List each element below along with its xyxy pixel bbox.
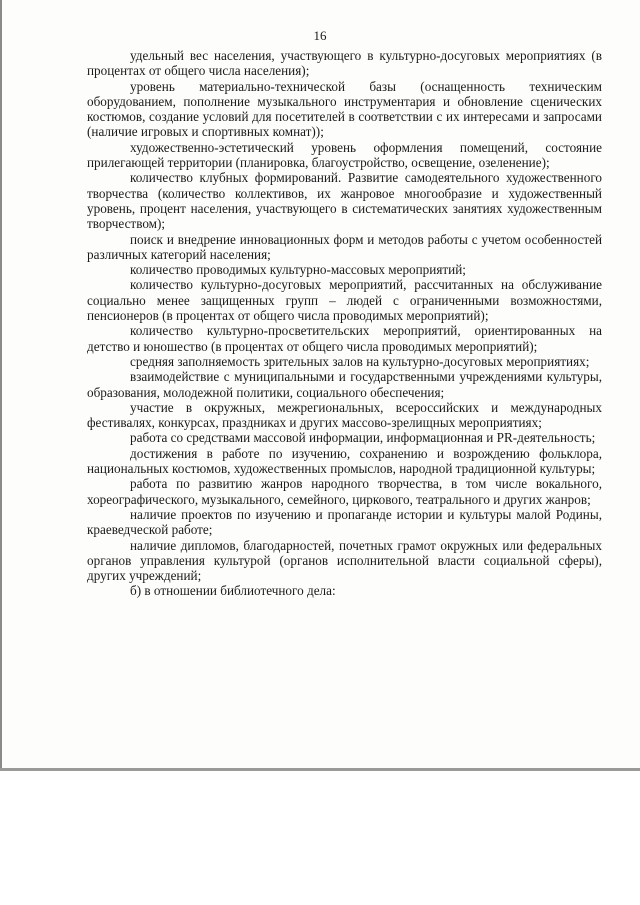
paragraph-14: работа по развитию жанров народного творчества, в том числе вокального, хореографического, музыкального, семейного, циркового, театрального и других жанров;	[87, 476, 602, 507]
scan-left-edge	[0, 0, 2, 770]
paragraph-13: достижения в работе по изучению, сохранению и возрождению фольклора, национальных костюмов, художественных промыслов, народной традиционной культуры;	[87, 445, 602, 477]
paragraph-1: удельный вес населения, участвующего в культурно-досуговых мероприятиях (в процентах от общего числа населения);	[87, 48, 602, 79]
paragraph-2: уровень материально-технической базы (оснащенность техническим оборудованием, пополнение музыкального инструментария и обновление сценических костюмов, создание условий для посетителей в соответствии с их интересами и запросами (наличие игровых и спортивных комнат));	[87, 78, 602, 140]
page-number: 16	[313, 28, 327, 43]
paragraph-4: количество клубных формирований. Развитие самодеятельного художественного творчества (количество коллективов, их жанровое многообразие и художественный уровень, процент населения, участвующего в систематических занятиях художественным творчеством);	[87, 170, 602, 232]
paragraph-10: взаимодействие с муниципальными и государственными учреждениями культуры, образования, молодежной политики, социального обеспечения;	[87, 369, 602, 400]
paragraph-15: наличие проектов по изучению и пропаганде истории и культуры малой Родины, краеведческой работе;	[87, 506, 602, 538]
document-body	[87, 48, 602, 599]
paragraph-5: поиск и внедрение инновационных форм и методов работы с учетом особенностей различных категорий населения;	[87, 231, 602, 262]
paragraph-17: б) в отношении библиотечного дела:	[130, 583, 336, 599]
paragraph-12: работа со средствами массовой информации, информационная и PR-деятельность;	[130, 430, 596, 446]
paragraph-11: участие в окружных, межрегиональных, всероссийских и международных фестивалях, конкурсах, праздниках и других массово-зрелищных мероприятиях;	[87, 399, 602, 431]
scan-bottom-edge	[0, 768, 640, 771]
paragraph-7: количество культурно-досуговых мероприятий, рассчитанных на обслуживание социально менее защищенных групп – людей с ограниченными возможностями, пенсионеров (в процентах от общего числа проводимых мероприятий);	[87, 277, 602, 324]
paragraph-16: наличие дипломов, благодарностей, почетных грамот окружных или федеральных органов управления культурой (органов исполнительной власти социальной сферы), других учреждений;	[87, 537, 602, 584]
paragraph-6: количество проводимых культурно-массовых мероприятий;	[130, 262, 466, 278]
paragraph-8: количество культурно-просветительских мероприятий, ориентированных на детство и юношество (в процентах от общего числа проводимых мероприятий);	[87, 323, 602, 354]
paragraph-3: художественно-эстетический уровень оформления помещений, состояние прилегающей территории (планировка, благоустройство, освещение, озеленение);	[87, 139, 602, 171]
paragraph-9: средняя заполняемость зрительных залов на культурно-досуговых мероприятиях;	[130, 353, 590, 369]
